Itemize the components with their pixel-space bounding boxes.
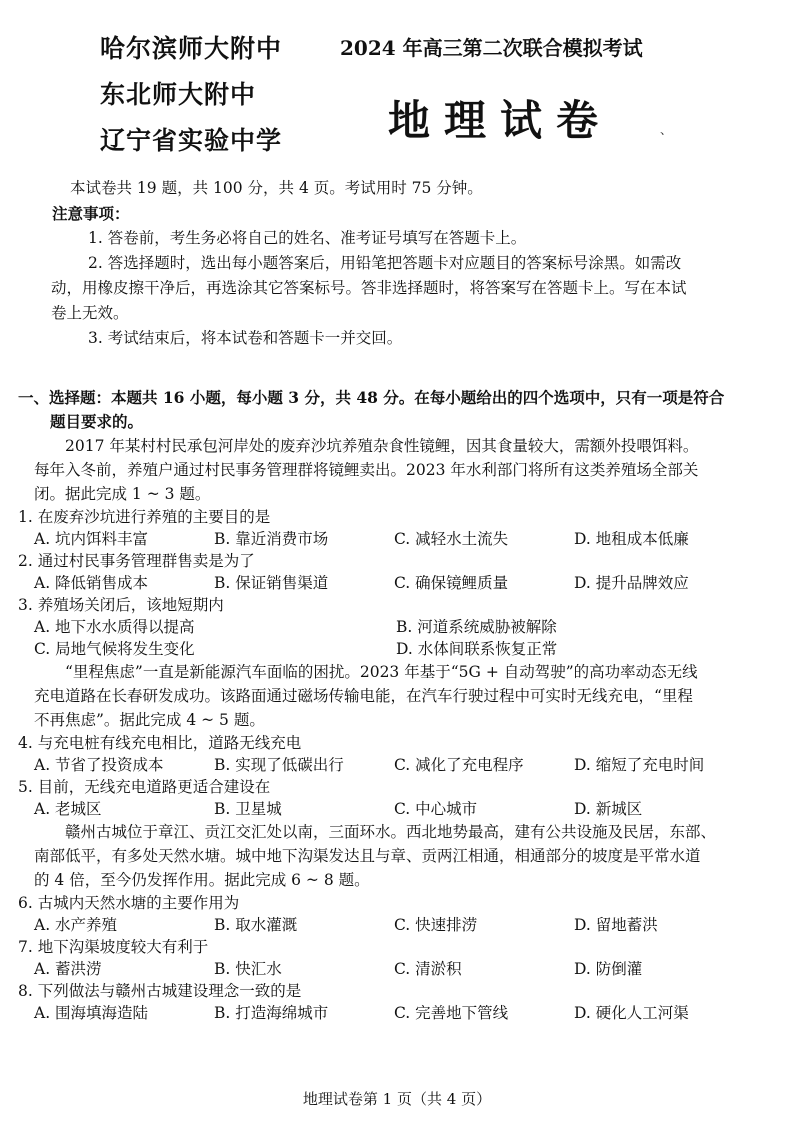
option-a: A. 蓄洪涝 xyxy=(34,960,102,978)
option-d: D. 地租成本低廉 xyxy=(574,530,689,548)
option-b: B. 河道系统威胁被解除 xyxy=(396,618,557,636)
question xyxy=(18,892,778,936)
option-c: C. 清淤积 xyxy=(394,960,462,978)
school-name: 东北师大附中 xyxy=(100,80,257,109)
options xyxy=(18,914,778,936)
option-a: A. 坑内饵料丰富 xyxy=(34,530,149,548)
option-d: D. 提升品牌效应 xyxy=(574,574,689,592)
option-a: A. 围海填海造陆 xyxy=(34,1004,149,1022)
option-d: D. 留地蓄洪 xyxy=(574,916,658,934)
passage-text: 闭。据此完成 1 ~ 3 题。 xyxy=(34,485,211,503)
school-list xyxy=(100,26,310,164)
options xyxy=(18,528,778,550)
options xyxy=(18,958,778,980)
question-stem: 3. 养殖场关闭后，该地短期内 xyxy=(18,596,224,614)
option-c: C. 减化了充电程序 xyxy=(394,756,524,774)
option-a: A. 节省了投资成本 xyxy=(34,756,164,774)
question xyxy=(18,936,778,980)
passage-text: 不再焦虑”。据此完成 4 ~ 5 题。 xyxy=(34,711,265,729)
question xyxy=(18,776,778,820)
options xyxy=(18,572,778,594)
passage-text: 赣州古城位于章江、贡江交汇处以南，三面环水。西北地势最高，建有公共设施及民居，东部、 xyxy=(65,823,717,841)
question-stem: 2. 通过村民事务管理群售卖是为了 xyxy=(18,552,255,570)
option-d: D. 硬化人工河渠 xyxy=(574,1004,689,1022)
option-b: B. 卫星城 xyxy=(214,800,282,818)
options xyxy=(18,1002,778,1024)
passage-text: 的 4 倍，至今仍发挥作用。据此完成 6 ~ 8 题。 xyxy=(34,871,370,889)
question xyxy=(18,980,778,1024)
notice-item: 1. 答卷前，考生务必将自己的姓名、准考证号填写在答题卡上。 xyxy=(88,229,527,247)
option-c: C. 减轻水土流失 xyxy=(394,530,509,548)
instructions xyxy=(18,176,778,351)
option-b: B. 实现了低碳出行 xyxy=(214,756,344,774)
option-c: C. 局地气候将发生变化 xyxy=(34,640,195,658)
passage-text: 南部低平，有多处天然水塘。城中地下沟渠发达且与章、贡两江相通，相通部分的坡度是平常水道 xyxy=(34,847,701,865)
exam-summary: 本试卷共 19 题，共 100 分，共 4 页。考试用时 75 分钟。 xyxy=(70,179,483,197)
option-b: B. 取水灌溉 xyxy=(214,916,298,934)
question xyxy=(18,594,778,660)
notice-item: 3. 考试结束后，将本试卷和答题卡一并交回。 xyxy=(88,329,403,347)
school-name: 哈尔滨师大附中 xyxy=(100,34,283,63)
option-c: C. 确保镜鲤质量 xyxy=(394,574,509,592)
passage-text: 充电道路在长春研发成功。该路面通过磁场传输电能，在汽车行驶过程中可实时无线充电，“里程 xyxy=(34,687,693,705)
section-heading-cont: 题目要求的。 xyxy=(50,412,144,431)
option-a: A. 降低销售成本 xyxy=(34,574,149,592)
question xyxy=(18,506,778,550)
passage-text: 每年入冬前，养殖户通过村民事务管理群将镜鲤卖出。2023 年水利部门将所有这类养殖场全部关 xyxy=(34,461,699,479)
question-stem: 8. 下列做法与赣州古城建设理念一致的是 xyxy=(18,982,302,1000)
options xyxy=(18,754,778,776)
question-stem: 5. 目前，无线充电道路更适合建设在 xyxy=(18,778,271,796)
notice-item-cont: 卷上无效。 xyxy=(51,304,129,322)
question-stem: 6. 古城内天然水塘的主要作用为 xyxy=(18,894,240,912)
question-stem: 1. 在废弃沙坑进行养殖的主要目的是 xyxy=(18,508,271,526)
option-d: D. 防倒灌 xyxy=(574,960,643,978)
question-stem: 7. 地下沟渠坡度较大有利于 xyxy=(18,938,209,956)
passage-text: 2017 年某村村民承包河岸处的废弃沙坑养殖杂食性镜鲤，因其食量较大，需额外投喂饵料。 xyxy=(65,437,699,455)
option-c: C. 快速排涝 xyxy=(394,916,478,934)
question-stem: 4. 与充电桩有线充电相比，道路无线充电 xyxy=(18,734,302,752)
page-footer: 地理试卷第 1 页（共 4 页） xyxy=(302,1090,492,1108)
school-name: 辽宁省实验中学 xyxy=(100,126,283,155)
option-d: D. 新城区 xyxy=(574,800,643,818)
notice-title: 注意事项： xyxy=(52,204,130,223)
notice-item: 2. 答选择题时，选出每小题答案后，用铅笔把答题卡对应题目的答案标号涂黑。如需改 xyxy=(88,254,682,272)
passage-text: “里程焦虑”一直是新能源汽车面临的困扰。2023 年基于“5G + 自动驾驶”的高功率动态无线 xyxy=(65,663,698,681)
notice-item-cont: 动，用橡皮擦干净后，再选涂其它答案标号。答非选择题时，将答案写在答题卡上。写在本试 xyxy=(51,279,687,297)
option-a: A. 水产养殖 xyxy=(34,916,118,934)
exam-title: 2024 年高三第二次联合模拟考试 xyxy=(340,36,643,60)
options xyxy=(18,616,778,638)
option-c: C. 中心城市 xyxy=(394,800,478,818)
option-b: B. 打造海绵城市 xyxy=(214,1004,329,1022)
option-c: C. 完善地下管线 xyxy=(394,1004,509,1022)
stray-mark: 、 xyxy=(660,123,673,137)
option-b: B. 靠近消费市场 xyxy=(214,530,329,548)
option-d: D. 水体间联系恢复正常 xyxy=(396,640,558,658)
option-a: A. 地下水水质得以提高 xyxy=(34,618,195,636)
question xyxy=(18,550,778,594)
multiple-choice-section xyxy=(18,386,778,1024)
question xyxy=(18,732,778,776)
option-a: A. 老城区 xyxy=(34,800,102,818)
paper-title: 地理试卷 xyxy=(388,96,613,145)
section-heading: 一、选择题：本题共 16 小题，每小题 3 分，共 48 分。在每小题给出的四个选项中，只有一项是符合 xyxy=(18,388,725,407)
option-b: B. 保证销售渠道 xyxy=(214,574,329,592)
options xyxy=(18,798,778,820)
option-d: D. 缩短了充电时间 xyxy=(574,756,705,774)
option-b: B. 快汇水 xyxy=(214,960,282,978)
options xyxy=(18,638,778,660)
